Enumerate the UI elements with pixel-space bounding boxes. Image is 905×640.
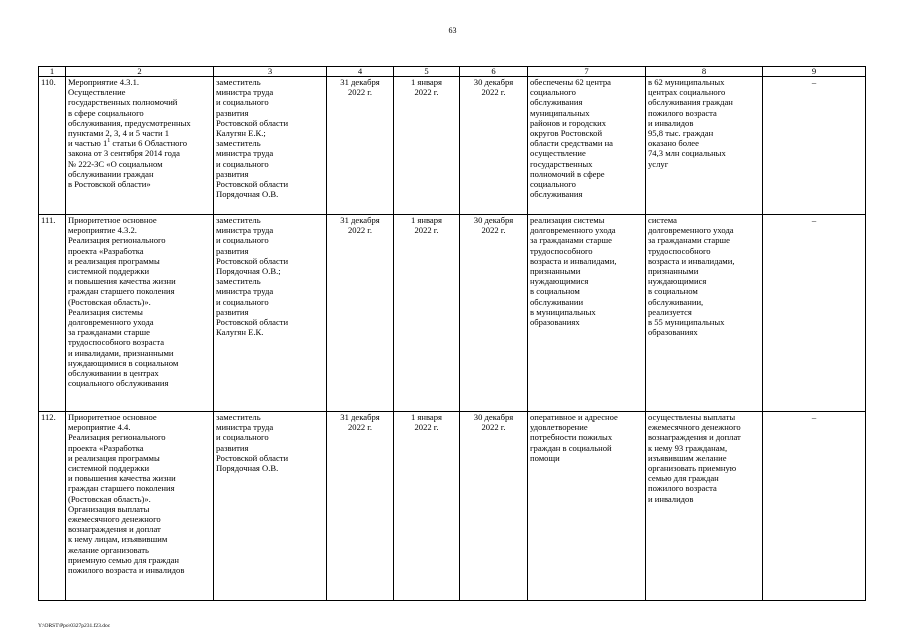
planned-result: оперативное и адресное удовлетворение потребности пожилых граждан в социальной помощи	[528, 412, 646, 601]
actual-end-date: 30 декабря 2022 г.	[460, 215, 528, 412]
file-path-footer: Y:\ORST\Ppo\0327p231.f23.doc	[38, 623, 111, 629]
header-col-9: 9	[763, 67, 866, 77]
table-row	[39, 77, 866, 215]
actual-start-date: 1 января 2022 г.	[394, 412, 460, 601]
table-row	[39, 412, 866, 601]
actual-end-date: 30 декабря 2022 г.	[460, 412, 528, 601]
header-col-7: 7	[528, 67, 646, 77]
responsible-person: заместитель министра труда и социального развития Ростовской области Порядочная О.В.	[214, 412, 327, 601]
notes: –	[763, 77, 866, 215]
notes: –	[763, 215, 866, 412]
planned-result: реализация системы долговременного ухода за гражданами старше трудоспособного возраста и инвалидами, признанными нуждающимися в социальном обслуживании в муниципальных образованиях	[528, 215, 646, 412]
actual-result: система долговременного ухода за гражданами старше трудоспособного возраста и инвалидами, признанными нуждающимися в социальном обслуживании, реализуется в 55 муниципальных образованиях	[646, 215, 763, 412]
header-col-5: 5	[394, 67, 460, 77]
header-col-3: 3	[214, 67, 327, 77]
page-number: 63	[448, 26, 457, 35]
header-col-8: 8	[646, 67, 763, 77]
superscript-one: 1	[107, 138, 111, 145]
notes: –	[763, 412, 866, 601]
table-row	[39, 215, 866, 412]
responsible-person: заместитель министра труда и социального развития Ростовской области Калугян Е.К.; заместитель министра труда и социального развития Ростовской области Порядочная О.В.	[214, 77, 327, 215]
event-name-part2: статьи 6 Областного закона от 3 сентября 2014 года № 222-ЗС «О социальном обслуживании граждан в Ростовской области»	[68, 138, 188, 190]
activities-table	[38, 66, 866, 601]
row-number: 112.	[39, 412, 66, 601]
planned-end-date: 31 декабря 2022 г.	[327, 412, 394, 601]
actual-result: в 62 муниципальных центрах социального обслуживания граждан пожилого возраста и инвалидов 95,8 тыс. граждан оказано более 74,3 млн социальных услуг	[646, 77, 763, 215]
header-col-4: 4	[327, 67, 394, 77]
event-name: Приоритетное основное мероприятие 4.3.2. Реализация регионального проекта «Разработка и реализация программы системной поддержки и повышения качества жизни граждан старшего поколения (Ростовская область)». Реализация системы долговременного ухода за гражданами старше трудоспособного возраста и инвалидами, признанными нуждающимися в социальном обслуживании в центрах социального обслуживания	[66, 215, 214, 412]
row-number: 111.	[39, 215, 66, 412]
actual-end-date: 30 декабря 2022 г.	[460, 77, 528, 215]
row-number: 110.	[39, 77, 66, 215]
planned-result: обеспечены 62 центра социального обслуживания муниципальных районов и городских округов Ростовской области средствами на осуществление государственных полномочий в сфере социального обслуживания	[528, 77, 646, 215]
actual-start-date: 1 января 2022 г.	[394, 77, 460, 215]
actual-start-date: 1 января 2022 г.	[394, 215, 460, 412]
planned-end-date: 31 декабря 2022 г.	[327, 215, 394, 412]
planned-end-date: 31 декабря 2022 г.	[327, 77, 394, 215]
header-col-2: 2	[66, 67, 214, 77]
header-col-6: 6	[460, 67, 528, 77]
header-col-1: 1	[39, 67, 66, 77]
actual-result: осуществлены выплаты ежемесячного денежного вознаграждения и доплат к нему 93 гражданам, изъявившим желание организовать приемную семью для граждан пожилого возраста и инвалидов	[646, 412, 763, 601]
header-row	[39, 67, 866, 77]
event-name: Приоритетное основное мероприятие 4.4. Реализация регионального проекта «Разработка и реализация программы системной поддержки и повышения качества жизни граждан старшего поколения (Ростовская область)». Организация выплаты ежемесячного денежного вознаграждения и доплат к нему лицам, изъявившим желание организовать приемную семью для граждан пожилого возраста и инвалидов	[66, 412, 214, 601]
event-name-part1: Мероприятие 4.3.1. Осуществление государственных полномочий в сфере социального обслуживания, предусмотренных пунктами 2, 3, 4 и 5 части 1 и частью 1	[68, 77, 191, 149]
event-name	[66, 77, 214, 215]
responsible-person: заместитель министра труда и социального развития Ростовской области Порядочная О.В.; заместитель министра труда и социального развития Ростовской области Калугян Е.К.	[214, 215, 327, 412]
